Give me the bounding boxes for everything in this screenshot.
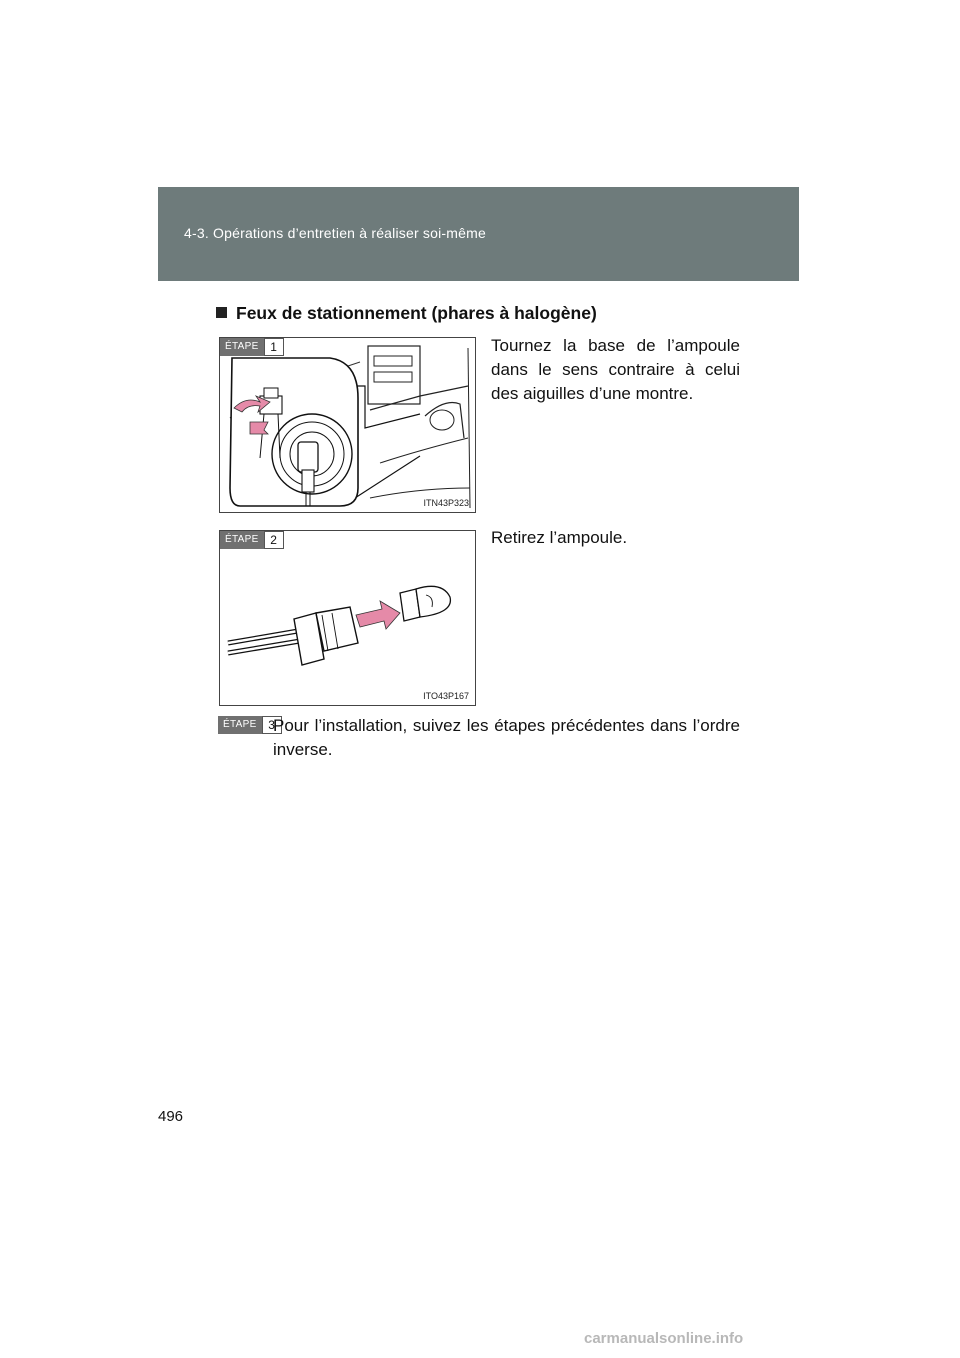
step3-badge-number: 3 [262,716,282,734]
step3-badge-label: ÉTAPE [218,716,262,734]
breadcrumb: 4-3. Opérations d’entretien à réaliser soi-même [184,225,486,241]
section-title-text: Feux de stationnement (phares à halogène) [236,303,597,323]
headlight-bulb-socket-illustration [220,338,475,512]
step1-badge [220,338,284,356]
step1-figure-code: ITN43P323 [423,498,469,508]
square-bullet-icon [216,307,227,318]
step2-text: Retirez l’ampoule. [491,528,628,547]
step3-badge [218,716,282,734]
step1-badge-label: ÉTAPE [220,338,264,356]
step3-text: Pour l’installation, suivez les étapes précédentes dans l’ordre inverse. [273,716,740,759]
section-title [216,303,597,324]
step2-badge-label: ÉTAPE [220,531,264,549]
step1-figure [219,337,476,513]
step2-figure-code: ITO43P167 [423,691,469,701]
pull-arrow-icon [356,601,400,629]
step2-figure [219,530,476,706]
page-number: 496 [158,1108,184,1125]
header-band [158,187,799,281]
bulb-removal-illustration [220,531,475,705]
watermark: carmanualsonline.info [584,1330,744,1347]
step1-text: Tournez la base de l’ampoule dans le sens contraire à celui des aiguilles d’une montre. [491,336,740,403]
step2-badge-number: 2 [264,531,284,549]
step1-badge-number: 1 [264,338,284,356]
step2-badge [220,531,284,549]
